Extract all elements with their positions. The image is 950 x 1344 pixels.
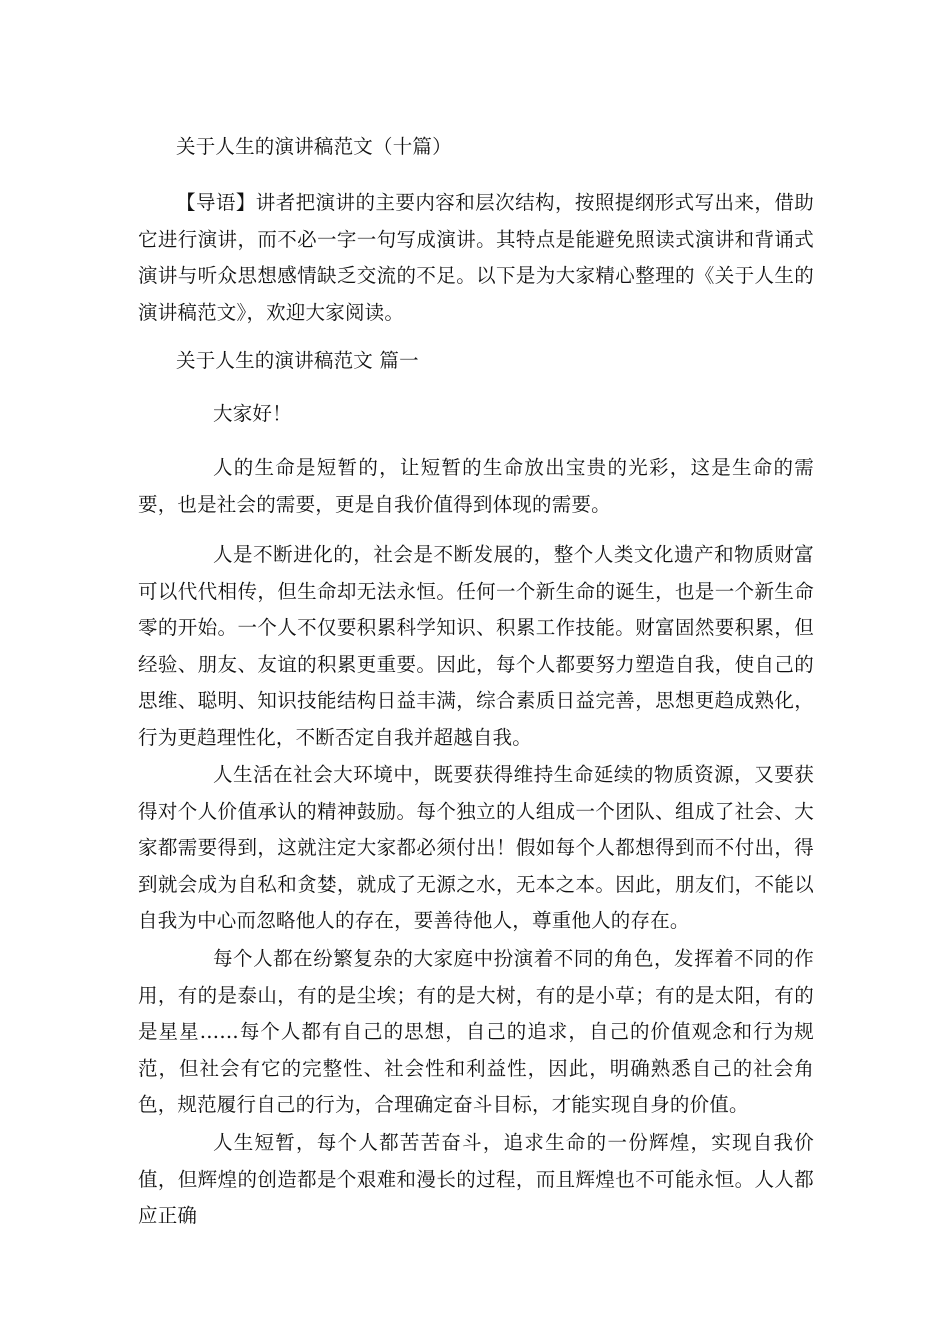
section-heading: 关于人生的演讲稿范文 篇一	[176, 349, 419, 372]
body-paragraph-2: 人是不断进化的，社会是不断发展的，整个人类文化遗产和物质财富可以代代相传，但生命却无法永恒。任何一个新生命的诞生，也是一个新生命零的开始。一个人不仅要积累科学知识、积累工作技能。财富固然要积累，但经验、朋友、友谊的积累更重要。因此，每个人都要努力塑造自我，使自己的思维、聪明、知识技能结构日益丰满，综合素质日益完善，思想更趋成熟化，行为更趋理性化，不断否定自我并超越自我。	[138, 543, 814, 749]
greeting: 大家好！	[213, 402, 292, 425]
intro-paragraph: 【导语】讲者把演讲的主要内容和层次结构，按照提纲形式写出来，借助它进行演讲，而不必一字一句写成演讲。其特点是能避免照读式演讲和背诵式演讲与听众思想感情缺乏交流的不足。以下是为大家精心整理的《关于人生的演讲稿范文》，欢迎大家阅读。	[138, 191, 814, 324]
body-paragraph-5: 人生短暂，每个人都苦苦奋斗，追求生命的一份辉煌，实现自我价值，但辉煌的创造都是个艰难和漫长的过程，而且辉煌也不可能永恒。人人都应正确	[138, 1131, 814, 1227]
body-paragraph-4: 每个人都在纷繁复杂的大家庭中扮演着不同的角色，发挥着不同的作用，有的是泰山，有的是尘埃；有的是大树，有的是小草；有的是太阳，有的是星星……每个人都有自己的思想，自己的追求，自己的价值观念和行为规范，但社会有它的完整性、社会性和利益性，因此，明确熟悉自己的社会角色，规范履行自己的行为，合理确定奋斗目标，才能实现自身的价值。	[138, 947, 814, 1116]
document-title: 关于人生的演讲稿范文（十篇）	[176, 135, 452, 158]
body-paragraph-1: 人的生命是短暂的，让短暂的生命放出宝贵的光彩，这是生命的需要，也是社会的需要，更是自我价值得到体现的需要。	[138, 456, 814, 516]
body-paragraph-3: 人生活在社会大环境中，既要获得维持生命延续的物质资源，又要获得对个人价值承认的精神鼓励。每个独立的人组成一个团队、组成了社会、大家都需要得到，这就注定大家都必须付出！假如每个人都想得到而不付出，得到就会成为自私和贪婪，就成了无源之水，无本之本。因此，朋友们，不能以自我为中心而忽略他人的存在，要善待他人，尊重他人的存在。	[138, 763, 814, 932]
